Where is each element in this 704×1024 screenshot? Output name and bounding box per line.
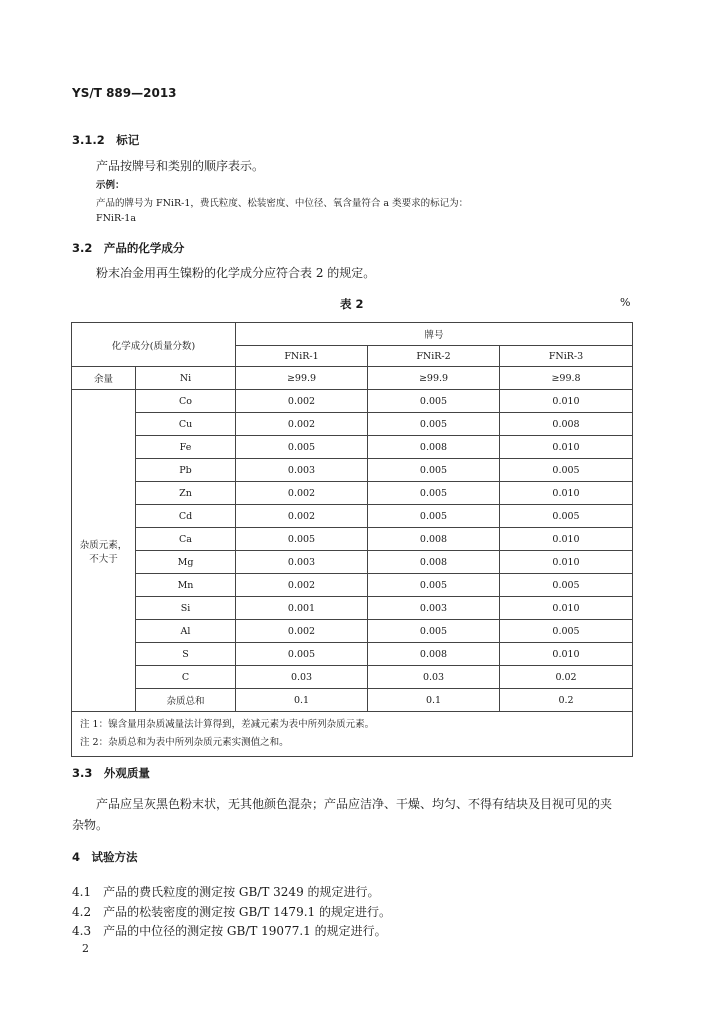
table-cell: ≥99.8 <box>500 367 633 390</box>
table-row-element: Si <box>136 597 236 620</box>
table-notes <box>72 712 633 757</box>
table-cell: 0.010 <box>500 528 633 551</box>
table-cell: 0.005 <box>500 459 633 482</box>
table-cell: 0.003 <box>236 551 368 574</box>
table-cell: 0.005 <box>368 413 500 436</box>
table-row-element: Pb <box>136 459 236 482</box>
section-3-2-text: 粉末冶金用再生镍粉的化学成分应符合表 2 的规定。 <box>96 266 376 280</box>
table-row-element: Al <box>136 620 236 643</box>
grade-2: FNiR-2 <box>368 346 500 367</box>
table-cell: 0.005 <box>236 528 368 551</box>
table-cell: 0.010 <box>500 551 633 574</box>
table-cell: 0.010 <box>500 482 633 505</box>
table-row-element: Cu <box>136 413 236 436</box>
impurity-label <box>72 390 136 712</box>
table-cell: 0.002 <box>236 505 368 528</box>
table-cell: 0.005 <box>500 505 633 528</box>
table-cell: 0.002 <box>236 390 368 413</box>
table-row-element: S <box>136 643 236 666</box>
table-cell: 0.001 <box>236 597 368 620</box>
table-caption: 表 2 <box>340 297 364 311</box>
table-cell: 0.005 <box>368 390 500 413</box>
section-3-1-2-text: 产品按牌号和类别的顺序表示。 <box>96 159 265 173</box>
section-3-3-title: 3.3 外观质量 <box>72 766 150 780</box>
section-3-2-title: 3.2 产品的化学成分 <box>72 241 185 255</box>
table-cell: ≥99.9 <box>368 367 500 390</box>
table-cell: 0.02 <box>500 666 633 689</box>
table-cell: 0.008 <box>368 436 500 459</box>
table-note-1: 注 1：镍含量用杂质减量法计算得到，差减元素为表中所列杂质元素。 <box>80 719 375 730</box>
table-cell: 0.010 <box>500 390 633 413</box>
table-cell: 0.005 <box>236 436 368 459</box>
table-row-element: Mn <box>136 574 236 597</box>
table-cell: 0.005 <box>500 574 633 597</box>
table-row-element: C <box>136 666 236 689</box>
table-cell: 0.008 <box>500 413 633 436</box>
table-cell: 0.03 <box>368 666 500 689</box>
impurity-label-line-2: 不大于 <box>89 553 118 565</box>
table-cell: ≥99.9 <box>236 367 368 390</box>
table-row-element: Mg <box>136 551 236 574</box>
table-cell: 0.1 <box>236 689 368 712</box>
section-3-1-2-title: 3.1.2 标记 <box>72 133 140 147</box>
table-row-element: Cd <box>136 505 236 528</box>
table-cell: 0.008 <box>368 528 500 551</box>
section-3-3-text-line-2: 杂物。 <box>72 818 109 832</box>
table-row-element: Co <box>136 390 236 413</box>
table-cell: 0.1 <box>368 689 500 712</box>
chemical-composition-table <box>71 322 633 757</box>
section-4-1: 4.1 产品的费氏粒度的测定按 GB/T 3249 的规定进行。 <box>72 885 380 899</box>
section-4-title: 4 试验方法 <box>72 850 138 864</box>
table-cell: 0.010 <box>500 597 633 620</box>
table-cell: 0.005 <box>368 505 500 528</box>
composition-header: 化学成分(质量分数) <box>72 323 236 367</box>
table-note-2: 注 2：杂质总和为表中所列杂质元素实测值之和。 <box>80 737 289 748</box>
section-4-3: 4.3 产品的中位径的测定按 GB/T 19077.1 的规定进行。 <box>72 924 387 938</box>
table-cell: 0.003 <box>368 597 500 620</box>
table-unit: % <box>620 296 631 309</box>
grade-3: FNiR-3 <box>500 346 633 367</box>
table-row-element: 杂质总和 <box>136 689 236 712</box>
document-code: YS/T 889—2013 <box>72 86 177 100</box>
table-cell: 0.03 <box>236 666 368 689</box>
table-cell: 0.002 <box>236 620 368 643</box>
balance-label: 余量 <box>72 367 136 390</box>
table-cell: 0.010 <box>500 643 633 666</box>
grade-header: 牌号 <box>236 323 633 346</box>
table-cell: 0.005 <box>368 574 500 597</box>
table-row-element: Zn <box>136 482 236 505</box>
table-cell: 0.005 <box>368 459 500 482</box>
table-cell: 0.003 <box>236 459 368 482</box>
table-cell: 0.010 <box>500 436 633 459</box>
table-cell: 0.005 <box>236 643 368 666</box>
table-cell: 0.002 <box>236 574 368 597</box>
section-3-3-text-line-1: 产品应呈灰黑色粉末状，无其他颜色混杂；产品应洁净、干燥、均匀、不得有结块及目视可见的夹 <box>96 797 613 811</box>
table-cell: 0.005 <box>368 482 500 505</box>
example-mark: FNiR-1a <box>96 213 137 224</box>
example-label: 示例： <box>96 180 125 191</box>
grade-1: FNiR-1 <box>236 346 368 367</box>
table-cell: 0.008 <box>368 643 500 666</box>
table-cell: 0.002 <box>236 482 368 505</box>
section-4-2: 4.2 产品的松装密度的测定按 GB/T 1479.1 的规定进行。 <box>72 905 391 919</box>
table-row-element: Ni <box>136 367 236 390</box>
table-cell: 0.008 <box>368 551 500 574</box>
example-text: 产品的牌号为 FNiR-1，费氏粒度、松装密度、中位径、氧含量符合 a 类要求的标记为： <box>96 198 469 209</box>
table-row-element: Fe <box>136 436 236 459</box>
table-cell: 0.005 <box>368 620 500 643</box>
impurity-label-line-1: 杂质元素， <box>79 539 128 551</box>
table-cell: 0.005 <box>500 620 633 643</box>
table-cell: 0.2 <box>500 689 633 712</box>
table-cell: 0.002 <box>236 413 368 436</box>
table-row-element: Ca <box>136 528 236 551</box>
page-number: 2 <box>82 942 89 955</box>
